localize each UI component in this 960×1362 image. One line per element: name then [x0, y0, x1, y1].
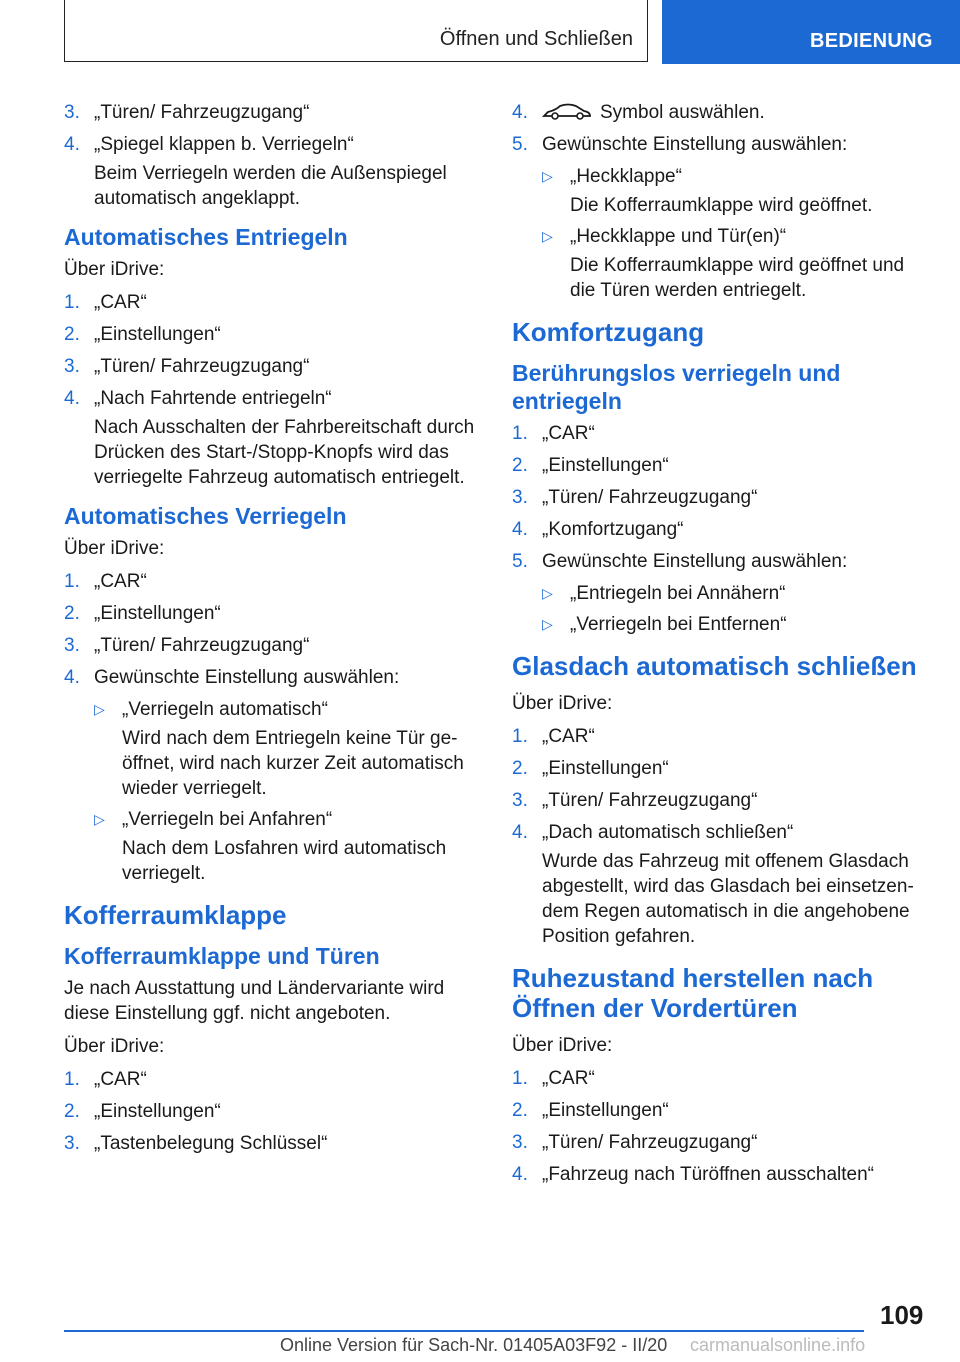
list-item: [64, 601, 484, 626]
via-text: Über iDrive:: [64, 259, 165, 280]
continued-list: [512, 100, 922, 303]
item-number: 3.: [64, 635, 80, 656]
list-item: [64, 322, 484, 347]
option-label: „Verriegeln automatisch“: [122, 699, 328, 720]
item-note: Beim Verriegeln werden die Außenspiegel automatisch angeklappt.: [94, 163, 447, 209]
item-text: „Einstellungen“: [94, 1101, 221, 1122]
item-number: 3.: [512, 790, 528, 811]
triangle-bullet-icon: ▷: [94, 811, 105, 827]
list-item: [512, 724, 922, 749]
roof-list: [512, 724, 922, 949]
item-number: 1.: [64, 292, 80, 313]
list-item: [64, 1099, 484, 1124]
list-item: [512, 1066, 922, 1091]
triangle-bullet-icon: ▷: [542, 168, 553, 184]
item-text: „Fahrzeug nach Türöffnen ausschalten“: [542, 1164, 874, 1185]
item-number: 3.: [64, 102, 80, 123]
item-text: „Türen/ Fahrzeugzugang“: [542, 790, 758, 811]
item-text: Gewünschte Einstellung auswählen:: [542, 551, 848, 572]
auto-unlock-list: [64, 290, 484, 490]
via-text: Über iDrive:: [512, 1035, 613, 1056]
list-item: [512, 788, 922, 813]
item-number: 1.: [512, 1068, 528, 1089]
item-number: 2.: [64, 324, 80, 345]
list-item: [64, 100, 484, 125]
item-text: „Tastenbelegung Schlüssel“: [94, 1133, 328, 1154]
option-note: Wird nach dem Entriegeln keine Tür geöffnet, wird nach kurzer Zeit automatisch wieder verriegelt.: [122, 728, 464, 799]
list-item: [512, 756, 922, 781]
item-number: 2.: [512, 455, 528, 476]
trunk-description: Je nach Ausstattung und Ländervariante wird diese Einstellung ggf. nicht angeboten.: [64, 978, 445, 1024]
option-label: „Verriegeln bei Anfahren“: [122, 809, 333, 830]
list-item: [512, 1162, 922, 1187]
item-text: „Einstellungen“: [542, 1100, 669, 1121]
option-item: [64, 807, 484, 886]
item-number: 5.: [512, 551, 528, 572]
option-label: „Entriegeln bei Annähern“: [570, 583, 786, 604]
item-number: 3.: [512, 487, 528, 508]
list-item: [512, 820, 922, 949]
item-number: 4.: [64, 667, 80, 688]
item-number: 3.: [64, 1133, 80, 1154]
footer-text: Online Version für Sach-Nr. 01405A03F92 - II/20: [280, 1335, 668, 1355]
item-text: „Türen/ Fahrzeugzugang“: [94, 102, 310, 123]
list-item: [512, 1130, 922, 1155]
triangle-bullet-icon: ▷: [542, 616, 553, 632]
item-text: Gewünschte Einstellung auswählen:: [94, 667, 400, 688]
list-item: [64, 665, 484, 690]
header-chapter-title: BEDIENUNG: [810, 30, 933, 52]
list-item: [64, 290, 484, 315]
option-item: [512, 612, 922, 637]
item-text: „CAR“: [542, 1068, 595, 1089]
via-text: Über iDrive:: [512, 693, 613, 714]
trunk-heading: Kofferraumklappe: [64, 900, 287, 930]
list-item: [64, 386, 484, 490]
list-item: [64, 354, 484, 379]
option-label: „Heckklappe“: [570, 166, 682, 187]
option-label: „Heckklappe und Tür(en)“: [570, 226, 787, 247]
item-number: 1.: [512, 423, 528, 444]
item-text: „Einstellungen“: [94, 603, 221, 624]
item-number: 2.: [512, 1100, 528, 1121]
list-item: [512, 549, 922, 574]
header-section-title: Öffnen und Schließen: [439, 28, 633, 50]
car-icon: [542, 101, 592, 121]
item-number: 2.: [64, 603, 80, 624]
list-item: [512, 132, 922, 157]
item-number: 4.: [512, 1164, 528, 1185]
item-text: „CAR“: [94, 1069, 147, 1090]
item-number: 4.: [64, 134, 80, 155]
footer-divider: [64, 1330, 864, 1332]
item-text: „Dach automatisch schließen“: [542, 822, 794, 843]
item-text: „Einstellungen“: [94, 324, 221, 345]
item-text: „Türen/ Fahrzeugzugang“: [94, 356, 310, 377]
item-text: „CAR“: [542, 423, 595, 444]
item-text: „Einstellungen“: [542, 455, 669, 476]
option-item: [512, 224, 922, 303]
auto-unlock-heading: Automatisches Entriegeln: [64, 224, 348, 250]
item-number: 1.: [64, 571, 80, 592]
item-text: „CAR“: [542, 726, 595, 747]
triangle-bullet-icon: ▷: [94, 701, 105, 717]
option-note: Die Kofferraumklappe wird geöffnet und die Türen werden entriegelt.: [570, 255, 905, 301]
header-section-box: [64, 0, 648, 62]
list-item: [64, 633, 484, 658]
header-chapter-tab: [662, 0, 960, 64]
auto-lock-heading: Automatisches Verriegeln: [64, 503, 347, 529]
item-text: Gewünschte Einstellung auswählen:: [542, 134, 848, 155]
item-number: 2.: [64, 1101, 80, 1122]
item-text: Symbol auswählen.: [600, 102, 765, 123]
item-number: 3.: [512, 1132, 528, 1153]
page-number: 109: [880, 1300, 924, 1330]
item-text: „CAR“: [94, 292, 147, 313]
option-label: „Verriegeln bei Entfernen“: [570, 614, 787, 635]
list-item: [512, 1098, 922, 1123]
item-text: „Einstellungen“: [542, 758, 669, 779]
list-item: [512, 100, 922, 125]
comfort-subheading: Berührungslos verriegeln und entriegeln: [512, 360, 841, 414]
item-number: 4.: [512, 519, 528, 540]
item-note: Wurde das Fahrzeug mit offenem Glasdach abgestellt, wird das Glasdach bei einsetzendem Regen automatisch in die angehobene Position gefahren.: [542, 851, 914, 947]
option-item: [512, 164, 922, 218]
item-number: 4.: [512, 822, 528, 843]
item-note: Nach Ausschalten der Fahrbereitschaft durch Drücken des Start-/Stopp-Knopfs wird das verriegelte Fahrzeug automatisch entriegelt.: [94, 417, 475, 488]
triangle-bullet-icon: ▷: [542, 228, 553, 244]
item-number: 4.: [512, 102, 528, 123]
auto-lock-list: [64, 569, 484, 886]
item-text: „CAR“: [94, 571, 147, 592]
item-number: 2.: [512, 758, 528, 779]
item-text: „Komfortzugang“: [542, 519, 684, 540]
item-number: 4.: [64, 388, 80, 409]
comfort-heading: Komfortzugang: [512, 317, 705, 347]
list-item: [512, 453, 922, 478]
item-text: „Nach Fahrtende entriegeln“: [94, 388, 332, 409]
item-text: „Türen/ Fahrzeugzugang“: [542, 1132, 758, 1153]
item-number: 1.: [512, 726, 528, 747]
item-text: „Türen/ Fahrzeugzugang“: [542, 487, 758, 508]
item-text: „Spiegel klappen b. Verriegeln“: [94, 134, 354, 155]
list-item: [64, 1067, 484, 1092]
list-item: [512, 421, 922, 446]
roof-heading: Glasdach automatisch schließen: [512, 651, 917, 681]
rest-list: [512, 1066, 922, 1187]
option-item: [512, 581, 922, 606]
trunk-subheading: Kofferraumklappe und Türen: [64, 943, 380, 969]
option-note: Die Kofferraumklappe wird geöffnet.: [570, 195, 873, 216]
comfort-list: [512, 421, 922, 637]
via-text: Über iDrive:: [64, 1036, 165, 1057]
trunk-list: [64, 1067, 484, 1156]
item-text: „Türen/ Fahrzeugzugang“: [94, 635, 310, 656]
option-item: [64, 697, 484, 801]
option-note: Nach dem Losfahren wird automatisch verriegelt.: [122, 838, 447, 884]
list-item: [64, 1131, 484, 1156]
left-column: [64, 100, 484, 1163]
triangle-bullet-icon: ▷: [542, 585, 553, 601]
list-item: [512, 485, 922, 510]
watermark: carmanualsonline.info: [690, 1335, 866, 1355]
right-column: [512, 100, 922, 1194]
list-item: [64, 132, 484, 211]
continued-list: [64, 100, 484, 211]
item-number: 3.: [64, 356, 80, 377]
list-item: [512, 517, 922, 542]
rest-heading: Ruhezustand herstellen nach Öffnen der Vordertüren: [512, 963, 874, 1023]
via-text: Über iDrive:: [64, 538, 165, 559]
list-item: [64, 569, 484, 594]
item-number: 1.: [64, 1069, 80, 1090]
item-number: 5.: [512, 134, 528, 155]
